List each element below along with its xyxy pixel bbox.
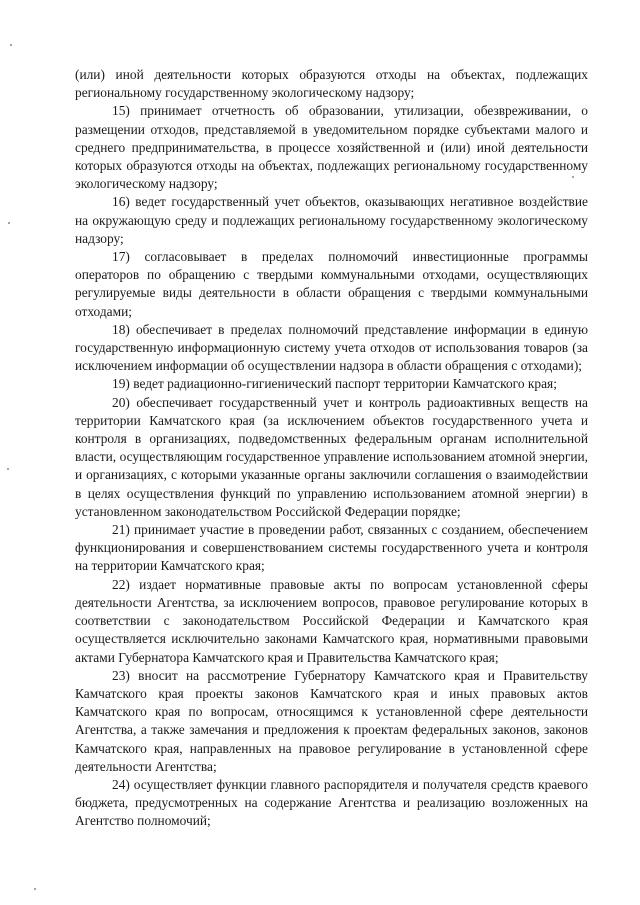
paragraph-item: 20) обеспечивает государственный учет и контроль радиоактивных веществ на территории Камчатского края (за исключением объектов государственного учета и контроля в организациях, подведомственных федеральным органам исполнительной власти, осуществляющим государственное управление использованием атомной энергии, и организациях, с которыми указанные органы заключили соглашения о взаимодействии в целях осуществления функций по управлению использованием атомной энергии) в установленном законодательством Российской Федерации порядке;	[75, 394, 588, 519]
paragraph-item: 19) ведет радиационно-гигиенический паспорт территории Камчатского края;	[112, 376, 557, 392]
paragraph-item: 15) принимает отчетность об образовании, утилизации, обезвреживании, о размещении отходов, представляемой в уведомительном порядке субъектами малого и среднего предпринимательства, в процессе хозяйственной и (или) иной деятельности которых образуются отходы на объектах, подлежащих региональному государственному экологическому надзору;	[75, 103, 588, 192]
paragraph-item: 24) осуществляет функции главного распорядителя и получателя средств краевого бюджета, предусмотренных на содержание Агентства и реализацию возложенных на Агентство полномочий;	[75, 776, 588, 829]
scan-speck	[8, 222, 10, 224]
paragraph-item: 16) ведет государственный учет объектов, оказывающих негативное воздействие на окружающую среду и подлежащих региональному государственному экологическому надзору;	[75, 194, 588, 246]
paragraph-item: 18) обеспечивает в пределах полномочий представление информации в единую государственную информационную систему учета отходов от использования товаров (за исключением информации об осуществлении надзора в области обращения с отходами);	[75, 321, 588, 374]
scan-speck	[7, 468, 9, 470]
scan-speck	[34, 888, 36, 890]
paragraph-item: 23) вносит на рассмотрение Губернатору Камчатского края и Правительству Камчатского края проекты законов Камчатского края и иных правовых актов Камчатского края по вопросам, относящимся к установленной сфере деятельности Агентства, а также замечания и предложения к проектам федеральных законов, законов Камчатского края, направленных на правовое регулирование в установленной сфере деятельности Агентства;	[75, 667, 588, 774]
scan-speck	[572, 176, 574, 178]
scan-speck	[10, 44, 12, 46]
paragraph-continuation: (или) иной деятельности которых образуются отходы на объектах, подлежащих региональному государственному экологическому надзору;	[75, 67, 588, 101]
document-body	[75, 66, 588, 831]
paragraph-item: 17) согласовывает в пределах полномочий инвестиционные программы операторов по обращению с твердыми коммунальными отходами, осуществляющих регулируемые виды деятельности в области обращения с твердыми коммунальными отходами;	[75, 249, 588, 319]
paragraph-item: 22) издает нормативные правовые акты по вопросам установленной сферы деятельности Агентства, за исключением вопросов, правовое регулирование которых в соответствии с законодательством Российской Федерации и Камчатского края осуществляется исключительно законами Камчатского края, нормативными правовыми актами Губернатора Камчатского края и Правительства Камчатского края;	[75, 576, 588, 665]
paragraph-item: 21) принимает участие в проведении работ, связанных с созданием, обеспечением функционирования и совершенствованием системы государственного учета и контроля на территории Камчатского края;	[75, 522, 588, 574]
